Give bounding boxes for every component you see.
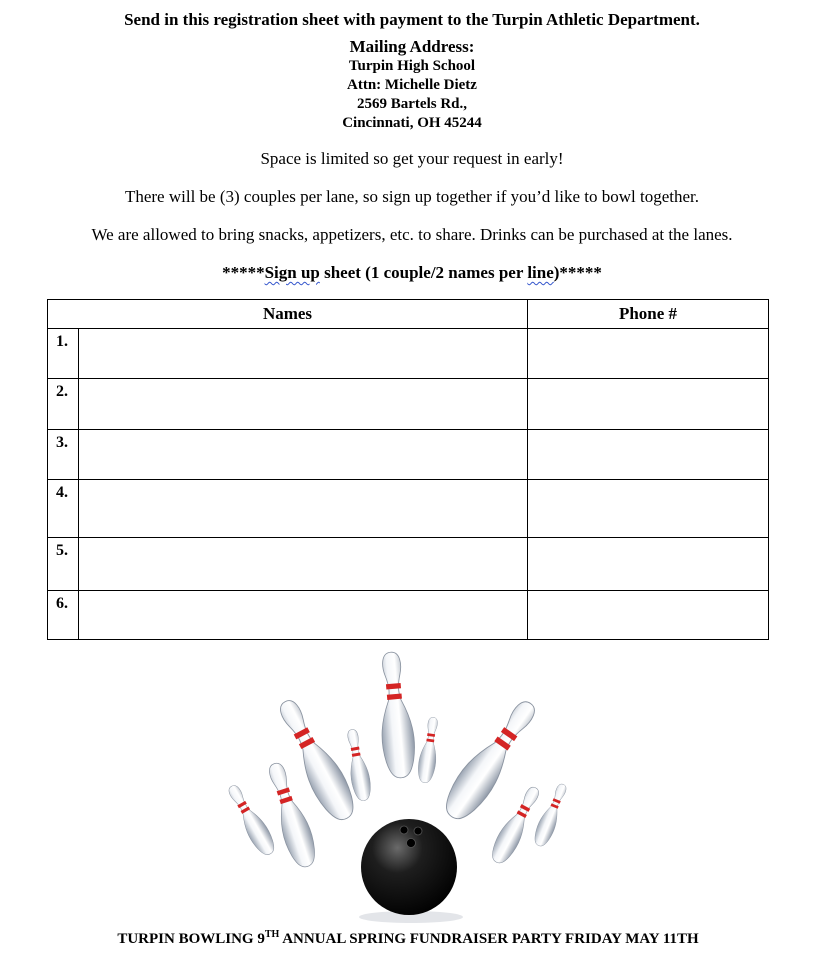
table-row [48,480,769,538]
phone-column-header: Phone # [528,300,769,329]
footer-after: ANNUAL SPRING FUNDRAISER PARTY FRIDAY MAY 11TH [279,931,699,947]
names-column-header: Names [48,300,528,329]
signup-heading [0,263,824,283]
mailing-address-title: Mailing Address: [349,37,475,56]
table-row [48,430,769,480]
snacks-text: We are allowed to bring snacks, appetizers, etc. to share. Drinks can be purchased at the lanes. [91,225,733,244]
names-cell[interactable] [79,480,528,538]
pin-right-lower [487,783,545,867]
instruction-line: Send in this registration sheet with payment to the Turpin Athletic Department. [124,10,700,29]
space-limited-text: Space is limited so get your request in early! [260,149,564,168]
table-header-row [48,300,769,329]
signup-table [47,299,769,640]
footer-before: TURPIN BOWLING 9 [117,931,265,947]
couples-per-lane-text: There will be (3) couples per lane, so sign up together if you’d like to bowl together. [124,187,700,206]
event-footer [0,929,816,948]
pin-back-right [416,716,442,784]
pin-top-center [375,651,418,779]
row-number: 1. [48,329,79,379]
phone-cell[interactable] [528,591,769,640]
names-cell[interactable] [79,591,528,640]
table-row [48,329,769,379]
signup-sign-up: Sign up [264,263,320,282]
row-number: 5. [48,538,79,591]
signup-prefix: ***** [222,263,265,282]
phone-cell[interactable] [528,329,769,379]
table-row [48,538,769,591]
table-row [48,379,769,430]
names-cell[interactable] [79,430,528,480]
names-cell[interactable] [79,379,528,430]
phone-cell[interactable] [528,538,769,591]
footer-superscript: TH [264,929,280,940]
bowling-ball [359,819,463,923]
address-line-city: Cincinnati, OH 45244 [342,115,482,131]
names-cell[interactable] [79,538,528,591]
address-line-attn: Attn: Michelle Dietz [347,77,477,93]
address-line-street: 2569 Bartels Rd., [357,96,467,112]
row-number: 6. [48,591,79,640]
phone-cell[interactable] [528,430,769,480]
row-number: 2. [48,379,79,430]
signup-middle: sheet (1 couple/2 names per [319,263,528,282]
names-cell[interactable] [79,329,528,379]
phone-cell[interactable] [528,379,769,430]
address-line-school: Turpin High School [348,58,476,74]
row-number: 3. [48,430,79,480]
row-number: 4. [48,480,79,538]
signup-suffix: )***** [553,263,602,282]
phone-cell[interactable] [528,480,769,538]
bowling-pins-and-ball-icon [206,645,616,925]
table-row [48,591,769,640]
pin-far-left [223,781,279,858]
signup-line-word: line [527,263,554,282]
mailing-header [0,10,824,133]
